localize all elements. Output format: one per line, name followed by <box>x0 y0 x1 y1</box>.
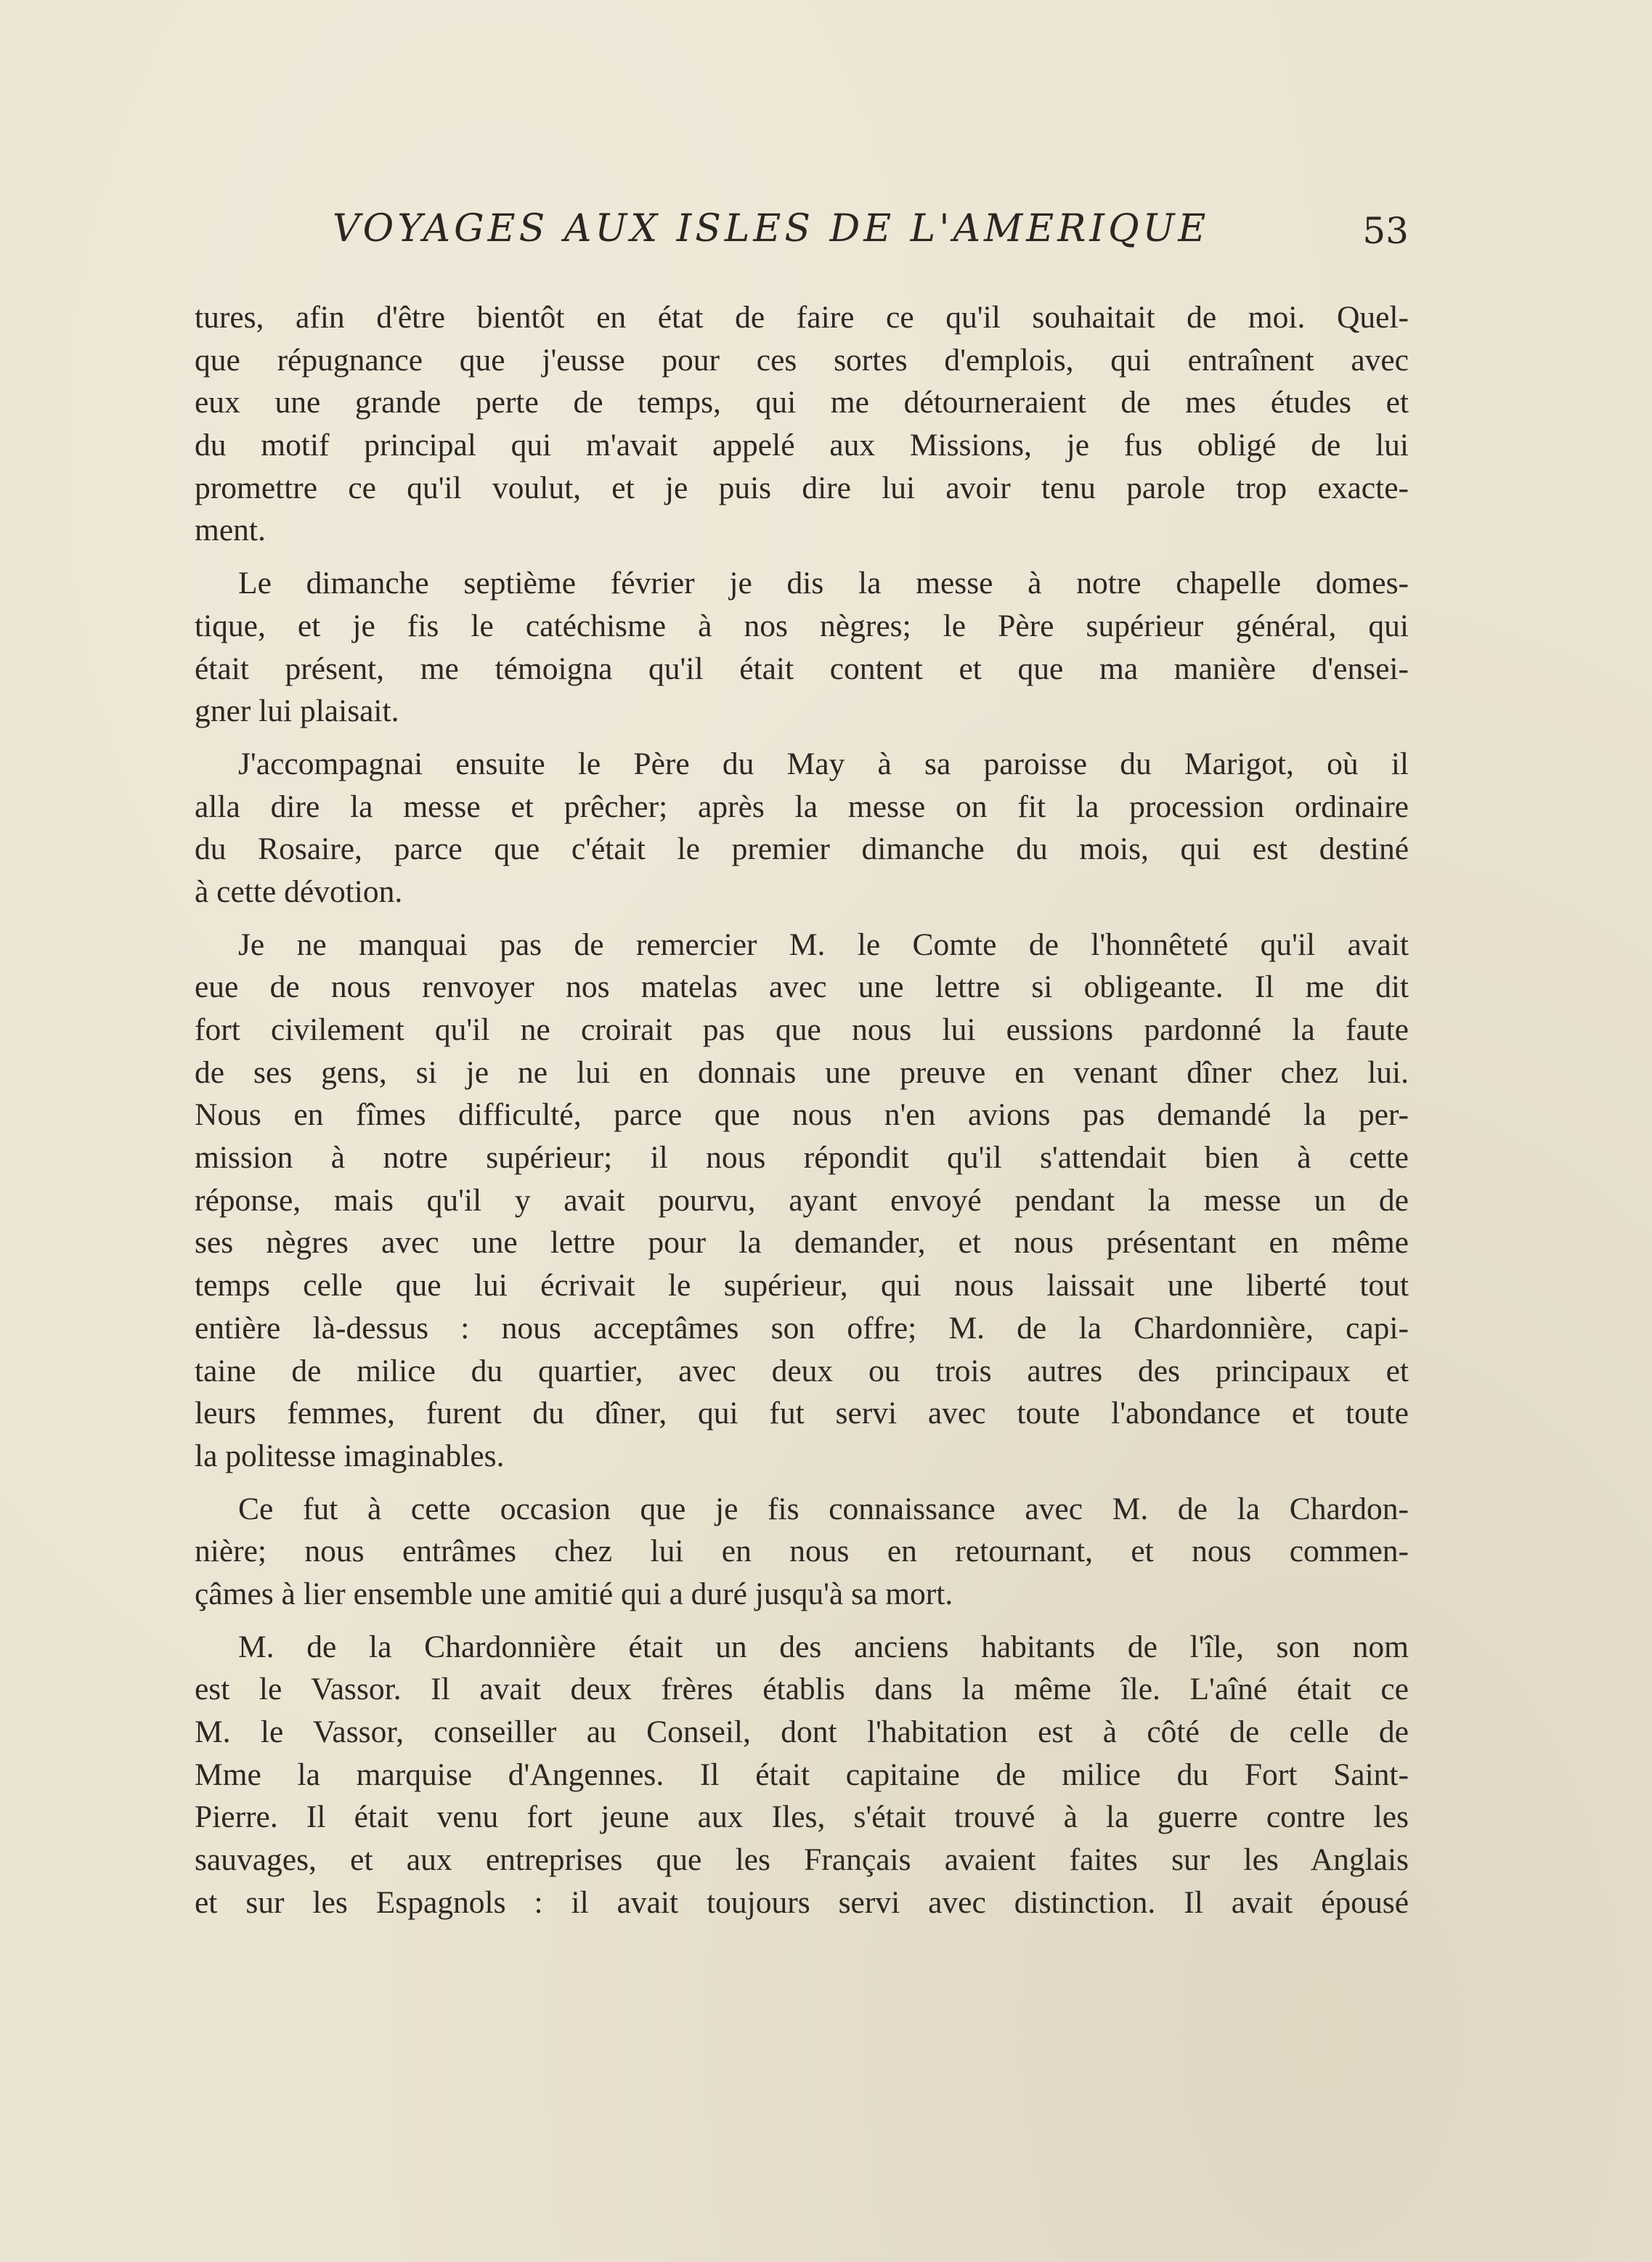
text-line: tique, et je fis le catéchisme à nos nègres; le Père supérieur général, qui <box>195 608 1409 643</box>
text-line: et sur les Espagnols : il avait toujours servi avec distinction. Il avait épousé <box>195 1884 1409 1920</box>
text-line: çâmes à lier ensemble une amitié qui a duré jusqu'à sa mort. <box>195 1576 953 1611</box>
text-line: eue de nous renvoyer nos matelas avec une lettre si obligeante. Il me dit <box>195 969 1409 1005</box>
text-line: Le dimanche septième février je dis la messe à notre chapelle domes- <box>238 566 1409 601</box>
running-head <box>195 207 1409 265</box>
paragraph-4 <box>195 924 1409 1478</box>
text-line: Je ne manquai pas de remercier M. le Comte de l'honnêteté qu'il avait <box>238 927 1409 962</box>
text-line: était présent, me témoigna qu'il était content et que ma manière d'ensei- <box>195 651 1409 686</box>
body-text <box>195 296 1409 1934</box>
page-number: 53 <box>1362 210 1409 252</box>
text-line: nière; nous entrâmes chez lui en nous en retournant, et nous commen- <box>195 1534 1409 1569</box>
text-line: ses nègres avec une lettre pour la demander, et nous présentant en même <box>195 1225 1409 1261</box>
text-line: tures, afin d'être bientôt en état de faire ce qu'il souhaitait de moi. Quel- <box>195 300 1409 335</box>
text-line: réponse, mais qu'il y avait pourvu, ayant envoyé pendant la messe un de <box>195 1182 1409 1218</box>
text-line: du Rosaire, parce que c'était le premier dimanche du mois, qui est destiné <box>195 831 1409 867</box>
text-line: leurs femmes, furent du dîner, qui fut servi avec toute l'abondance et toute <box>195 1396 1409 1431</box>
text-line: mission à notre supérieur; il nous répondit qu'il s'attendait bien à cette <box>195 1140 1409 1176</box>
text-line: gner lui plaisait. <box>195 693 399 729</box>
text-line: la politesse imaginables. <box>195 1438 505 1473</box>
text-line: entière là-dessus : nous acceptâmes son offre; M. de la Chardonnière, capi- <box>195 1310 1409 1346</box>
text-line: M. le Vassor, conseiller au Conseil, dont l'habitation est à côté de celle de <box>195 1714 1409 1749</box>
text-line: promettre ce qu'il voulut, et je puis dire lui avoir tenu parole trop exacte- <box>195 470 1409 505</box>
text-line: à cette dévotion. <box>195 874 403 909</box>
text-line: Ce fut à cette occasion que je fis connaissance avec M. de la Chardon- <box>238 1491 1409 1526</box>
text-line: que répugnance que j'eusse pour ces sortes d'emplois, qui entraînent avec <box>195 342 1409 378</box>
text-line: eux une grande perte de temps, qui me détourneraient de mes études et <box>195 385 1409 420</box>
text-line: est le Vassor. Il avait deux frères établis dans la même île. L'aîné était ce <box>195 1672 1409 1707</box>
text-line: fort civilement qu'il ne croirait pas que nous lui eussions pardonné la faute <box>195 1012 1409 1047</box>
text-line: du motif principal qui m'avait appelé aux Missions, je fus obligé de lui <box>195 428 1409 463</box>
text-line: temps celle que lui écrivait le supérieur, qui nous laissait une liberté tout <box>195 1268 1409 1303</box>
paragraph-1 <box>195 296 1409 552</box>
text-line: Mme la marquise d'Angennes. Il était capitaine de milice du Fort Saint- <box>195 1757 1409 1792</box>
paragraph-2 <box>195 562 1409 733</box>
paragraph-5 <box>195 1488 1409 1616</box>
paragraph-6 <box>195 1626 1409 1924</box>
text-line: alla dire la messe et prêcher; après la messe on fit la procession ordinaire <box>195 789 1409 824</box>
text-line: J'accompagnai ensuite le Père du May à sa paroisse du Marigot, où il <box>238 746 1409 781</box>
text-line: taine de milice du quartier, avec deux ou trois autres des principaux et <box>195 1353 1409 1388</box>
text-line: sauvages, et aux entreprises que les Français avaient faites sur les Anglais <box>195 1842 1409 1878</box>
text-line: Nous en fîmes difficulté, parce que nous n'en avions pas demandé la per- <box>195 1097 1409 1133</box>
text-line: Pierre. Il était venu fort jeune aux Iles, s'était trouvé à la guerre contre les <box>195 1799 1409 1835</box>
text-line: ment. <box>195 513 266 548</box>
text-line: de ses gens, si je ne lui en donnais une preuve en venant dîner chez lui. <box>195 1054 1409 1090</box>
paragraph-3 <box>195 743 1409 914</box>
running-title: VOYAGES AUX ISLES DE L'AMERIQUE <box>333 207 1210 251</box>
text-line: M. de la Chardonnière était un des anciens habitants de l'île, son nom <box>238 1629 1409 1664</box>
